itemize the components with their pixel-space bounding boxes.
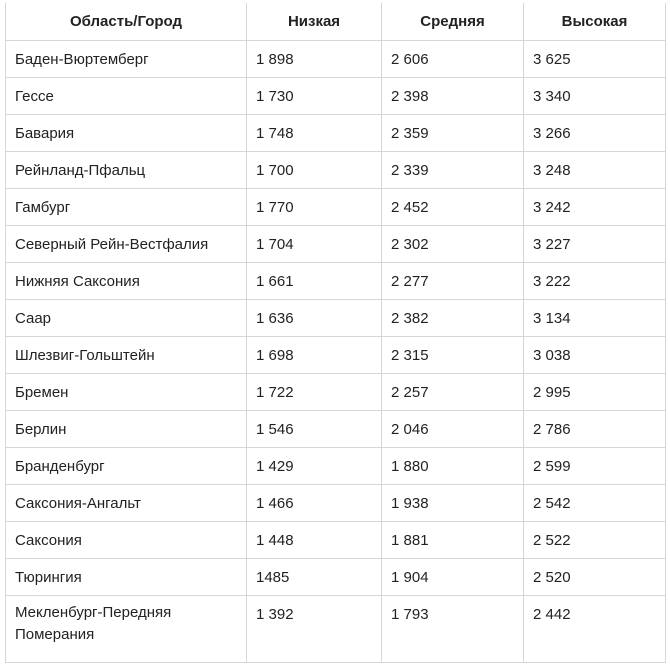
medium-cell: 1 793 <box>382 596 524 663</box>
header-region: Область/Город <box>6 3 247 41</box>
region-cell: Шлезвиг-Гольштейн <box>6 337 247 374</box>
region-cell: Саксония <box>6 522 247 559</box>
medium-cell: 2 315 <box>382 337 524 374</box>
medium-cell: 2 277 <box>382 263 524 300</box>
table-row <box>6 78 666 115</box>
table-row <box>6 485 666 522</box>
region-cell: Баден-Вюртемберг <box>6 41 247 78</box>
high-cell: 2 520 <box>524 559 666 596</box>
low-cell: 1 661 <box>247 263 382 300</box>
low-cell: 1 730 <box>247 78 382 115</box>
region-cell: Саар <box>6 300 247 337</box>
low-cell: 1 429 <box>247 448 382 485</box>
region-cell: Берлин <box>6 411 247 448</box>
medium-cell: 2 339 <box>382 152 524 189</box>
region-cell: Бремен <box>6 374 247 411</box>
region-cell: Гамбург <box>6 189 247 226</box>
table-row <box>6 374 666 411</box>
table-row <box>6 596 666 663</box>
table-row <box>6 448 666 485</box>
low-cell: 1 898 <box>247 41 382 78</box>
header-low: Низкая <box>247 3 382 41</box>
medium-cell: 1 904 <box>382 559 524 596</box>
table-row <box>6 522 666 559</box>
low-cell: 1 704 <box>247 226 382 263</box>
table-row <box>6 152 666 189</box>
medium-cell: 1 880 <box>382 448 524 485</box>
medium-cell: 2 382 <box>382 300 524 337</box>
region-cell: Гессе <box>6 78 247 115</box>
medium-cell: 2 046 <box>382 411 524 448</box>
high-cell: 2 542 <box>524 485 666 522</box>
region-cell: Бавария <box>6 115 247 152</box>
high-cell: 2 786 <box>524 411 666 448</box>
table-row <box>6 226 666 263</box>
table-row <box>6 411 666 448</box>
table-row <box>6 263 666 300</box>
low-cell: 1 392 <box>247 596 382 663</box>
medium-cell: 1 881 <box>382 522 524 559</box>
region-cell: Нижняя Саксония <box>6 263 247 300</box>
table-row <box>6 337 666 374</box>
region-cell: Рейнланд-Пфальц <box>6 152 247 189</box>
low-cell: 1 770 <box>247 189 382 226</box>
medium-cell: 1 938 <box>382 485 524 522</box>
salary-table <box>5 3 666 663</box>
region-cell: Мекленбург-Передняя Померания <box>6 596 247 663</box>
high-cell: 2 522 <box>524 522 666 559</box>
low-cell: 1485 <box>247 559 382 596</box>
low-cell: 1 748 <box>247 115 382 152</box>
medium-cell: 2 359 <box>382 115 524 152</box>
table-row <box>6 41 666 78</box>
low-cell: 1 546 <box>247 411 382 448</box>
high-cell: 3 227 <box>524 226 666 263</box>
medium-cell: 2 452 <box>382 189 524 226</box>
region-cell: Бранденбург <box>6 448 247 485</box>
region-cell: Северный Рейн-Вестфалия <box>6 226 247 263</box>
low-cell: 1 698 <box>247 337 382 374</box>
high-cell: 3 248 <box>524 152 666 189</box>
low-cell: 1 448 <box>247 522 382 559</box>
low-cell: 1 636 <box>247 300 382 337</box>
high-cell: 3 625 <box>524 41 666 78</box>
region-cell: Саксония-Ангальт <box>6 485 247 522</box>
table-row <box>6 115 666 152</box>
medium-cell: 2 302 <box>382 226 524 263</box>
header-high: Высокая <box>524 3 666 41</box>
low-cell: 1 466 <box>247 485 382 522</box>
medium-cell: 2 606 <box>382 41 524 78</box>
table-header-row <box>6 3 666 41</box>
low-cell: 1 700 <box>247 152 382 189</box>
table-row <box>6 189 666 226</box>
high-cell: 3 222 <box>524 263 666 300</box>
high-cell: 3 340 <box>524 78 666 115</box>
region-cell: Тюрингия <box>6 559 247 596</box>
low-cell: 1 722 <box>247 374 382 411</box>
medium-cell: 2 257 <box>382 374 524 411</box>
high-cell: 2 442 <box>524 596 666 663</box>
high-cell: 3 038 <box>524 337 666 374</box>
header-medium: Средняя <box>382 3 524 41</box>
medium-cell: 2 398 <box>382 78 524 115</box>
high-cell: 3 242 <box>524 189 666 226</box>
high-cell: 2 599 <box>524 448 666 485</box>
table-row <box>6 559 666 596</box>
high-cell: 3 266 <box>524 115 666 152</box>
high-cell: 2 995 <box>524 374 666 411</box>
high-cell: 3 134 <box>524 300 666 337</box>
table-row <box>6 300 666 337</box>
